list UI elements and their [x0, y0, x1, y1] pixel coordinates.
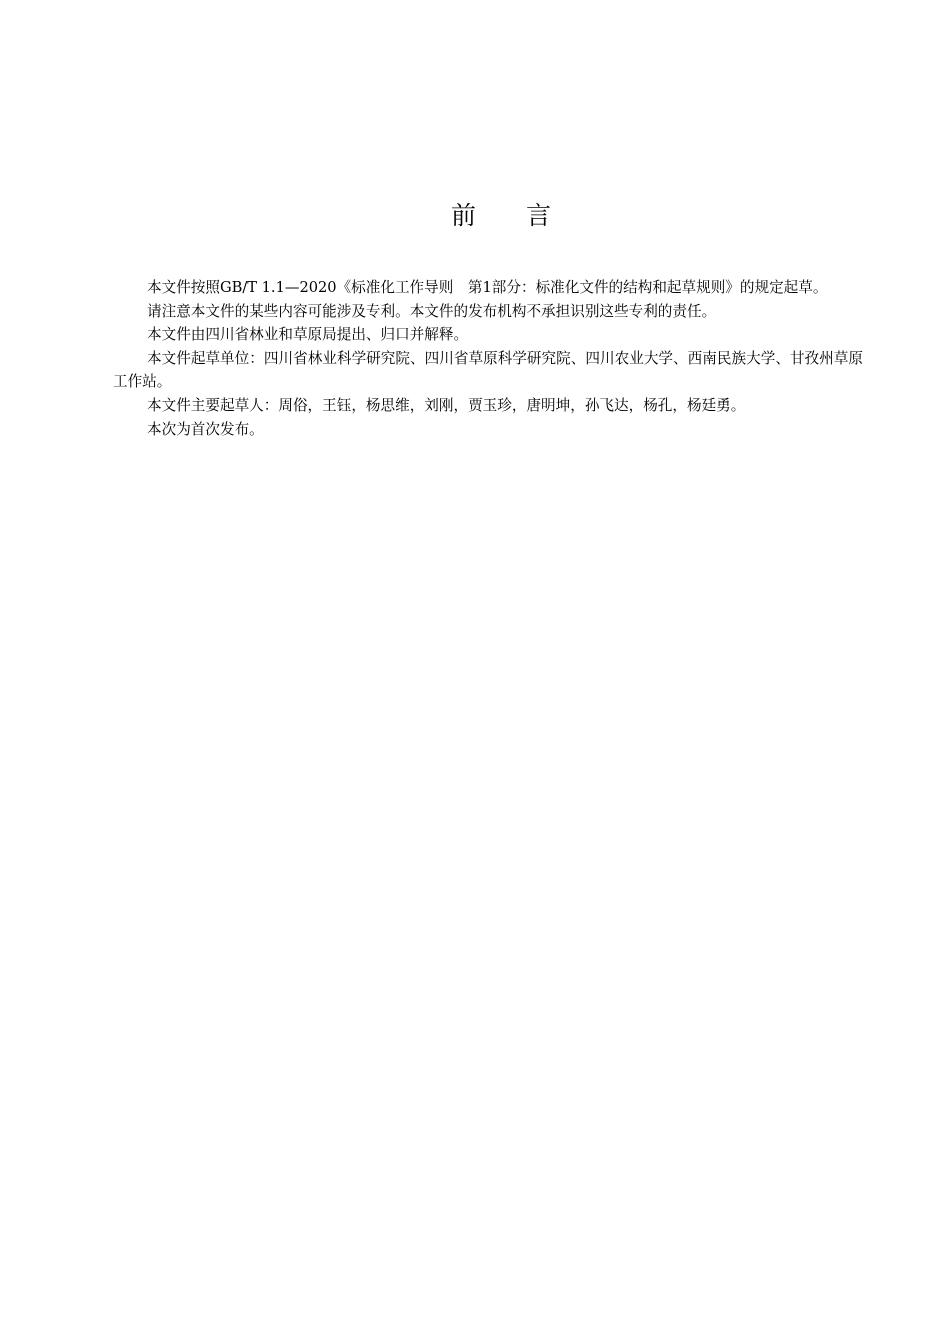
paragraph-first-release: 本次为首次发布。	[147, 420, 264, 438]
paragraph-drafting-units: 本文件起草单位：四川省林业科学研究院、四川省草原科学研究院、四川农业大学、西南民族大学、甘孜州草原工作站。	[113, 349, 863, 391]
paragraph-standard-reference: 本文件按照GB/T 1.1—2020《标准化工作导则 第1部分：标准化文件的结构和起草规则》的规定起草。	[147, 279, 828, 296]
title-char-2: 言	[526, 201, 552, 230]
paragraph-proposer: 本文件由四川省林业和草原局提出、归口并解释。	[147, 326, 469, 344]
paragraph-drafters: 本文件主要起草人：周俗，王钰，杨思维，刘刚，贾玉珍，唐明坤，孙飞达，杨孔，杨廷勇。	[147, 396, 746, 414]
paragraph-patent-notice: 请注意本文件的某些内容可能涉及专利。本文件的发布机构不承担识别这些专利的责任。	[147, 302, 717, 320]
page-title	[0, 196, 950, 232]
foreword-body	[113, 276, 863, 441]
title-char-1: 前	[450, 201, 476, 230]
